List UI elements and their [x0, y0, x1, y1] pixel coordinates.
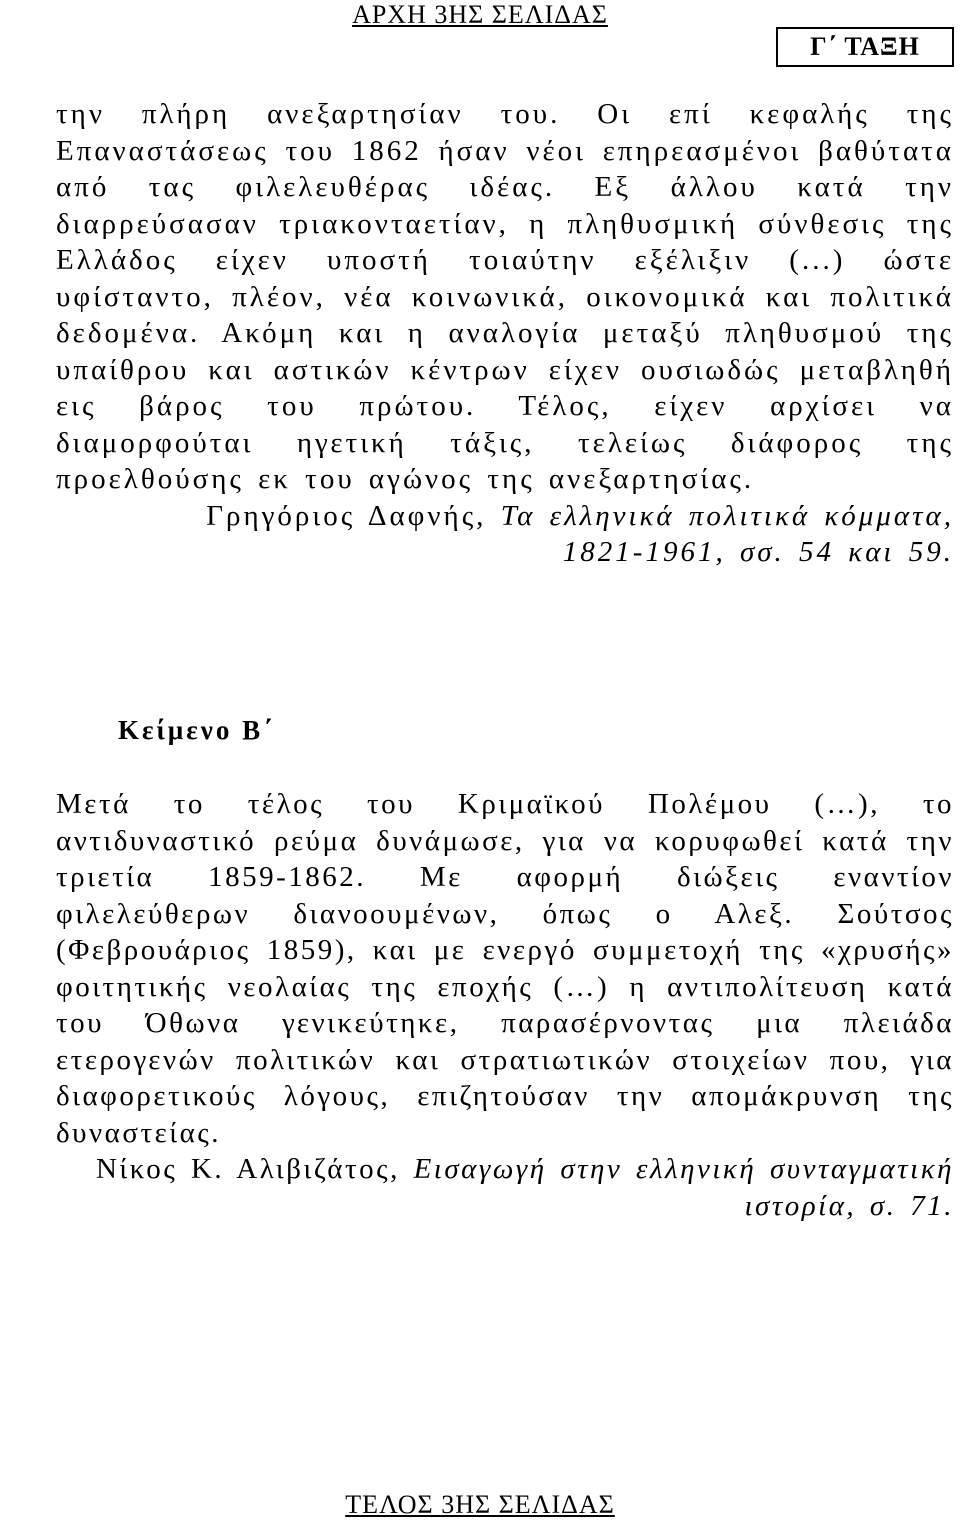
text-b-work-details: ιστορία, σ. 71.	[744, 1189, 954, 1222]
text-a-author: Γρηγόριος Δαφνής,	[206, 499, 487, 532]
text-b-body: Μετά το τέλος του Κριμαϊκού Πολέμου (…), το αντιδυναστικό ρεύμα δυνάμωσε, για να κορυφωθεί κατά την τριετία 1859-1862. Με αφορμή διώξεις εναντίον φιλελεύθερων διανοουμένων, όπως ο Αλεξ. Σούτσος (Φεβρουάριος 1859), και με ενεργό συμμετοχή της «χρυσής» φοιτητικής νεολαίας της εποχής (…) η αντιπολίτευση κατά του Όθωνα γενικεύτηκε, παρασέρνοντας μια πλειάδα ετερογενών πολιτικών και στρατιωτικών στοιχείων που, για διαφορετικούς λόγους, επιζητούσαν την απομάκρυνση της δυναστείας.	[56, 788, 954, 1149]
text-b-citation	[56, 1151, 954, 1188]
text-a-work-details: 1821-1961, σσ. 54 και 59.	[562, 536, 954, 568]
text-a-citation	[56, 498, 954, 535]
text-b-citation-details	[56, 1188, 954, 1225]
text-b	[56, 786, 954, 1224]
text-a	[56, 96, 954, 571]
text-a-body: την πλήρη ανεξαρτησίαν του. Οι επί κεφαλής της Επαναστάσεως του 1862 ήσαν νέοι επηρεασμένοι βαθύτατα από τας φιλελευθέρας ιδέας. Εξ άλλου κατά την διαρρεύσασαν τριακονταετίαν, η πληθυσμική σύνθεσις της Ελλάδος είχεν υποστή τοιαύτην εξέλιξιν (...) ώστε υφίσταντο, πλέον, νέα κοινωνικά, οικονομικά και πολιτικά δεδομένα. Ακόμη και η αναλογία μεταξύ πληθυσμού της υπαίθρου και αστικών κέντρων είχεν ουσιωδώς μεταβληθή εις βάρος του πρώτου. Τέλος, είχεν αρχίσει να διαμορφούται ηγετική τάξις, τελείως διάφορος της προελθούσης εκ του αγώνος της ανεξαρτησίας.	[56, 98, 954, 495]
class-label-box: Γ΄ ΤΑΞΗ	[776, 27, 954, 67]
text-b-work-title: Εισαγωγή στην ελληνική συνταγματική	[413, 1153, 954, 1185]
page-footer: ΤΕΛΟΣ 3ΗΣ ΣΕΛΙΔΑΣ	[345, 1490, 615, 1519]
text-a-citation-details	[56, 534, 954, 571]
section-title-text-b: Κείμενο Β΄	[118, 715, 276, 745]
page-header: ΑΡΧΗ 3ΗΣ ΣΕΛΙΔΑΣ	[352, 0, 608, 29]
text-b-author: Νίκος Κ. Αλιβιζάτος,	[95, 1153, 400, 1185]
text-a-work-title: Τα ελληνικά πολιτικά κόμματα,	[500, 499, 954, 532]
